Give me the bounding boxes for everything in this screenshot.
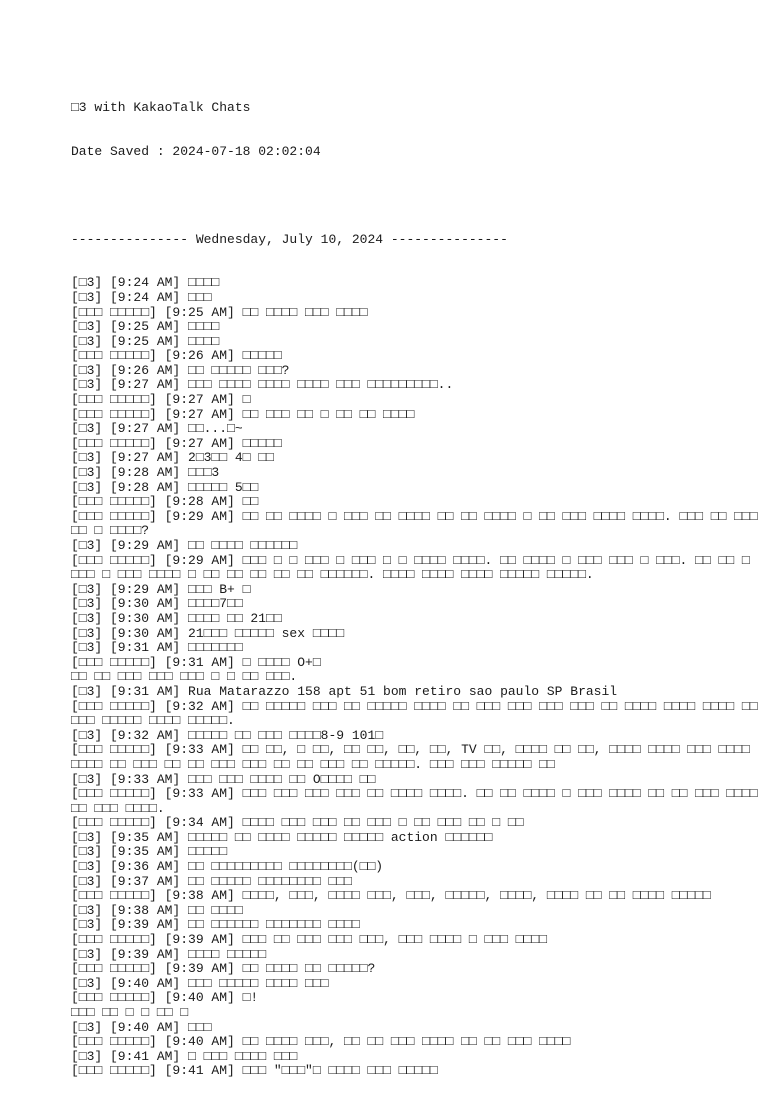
spacer (71, 189, 761, 204)
chat-message: [□□□ □□□□□] [9:29 AM] □□□ □ □ □□□ □ □□□ □ □ □□□□ □□□□. □□ □□□□ □ □□□ □□□ □ □□□. □□ □□ □ □□□ □ □□□ □□□□ □ □□ □□ □□ □□ □□ □□□□□□. □□□□ □□□□ □□□□ □□□□□ □□□□□. (71, 552, 758, 583)
chat-message: [□3] [9:29 AM] □□ □□□□ □□□□□□ (71, 538, 298, 553)
chat-message: [□3] [9:35 AM] □□□□□ □□ □□□□ □□□□□ □□□□□ action □□□□□□ (71, 829, 493, 845)
chat-message: [□□□ □□□□□] [9:31 AM] □ □□□□ O+□ □□ □□ □□□ □□□ □□□ □ □ □□ □□□. (71, 654, 321, 685)
chat-message: [□3] [9:28 AM] □□□□□ 5□□ (71, 479, 259, 495)
chat-message: [□□□ □□□□□] [9:25 AM] □□ □□□□ □□□ □□□□ (71, 304, 368, 320)
chat-message: [□3] [9:38 AM] □□ □□□□ (71, 902, 243, 918)
chat-message: [□□□ □□□□□] [9:27 AM] □□ □□□ □□ □ □□ □□ □□□□ (71, 406, 415, 422)
chat-message: [□3] [9:35 AM] □□□□□ (71, 844, 228, 860)
chat-message: [□□□ □□□□□] [9:33 AM] □□ □□, □ □□, □□ □□, □□, □□, TV □□, □□□□ □□ □□, □□□□ □□□□ □□□ □□□□ □□□□ □□ □□□ □□ □□ □□□ □□□ □□ □□ □□□ □□ □□□□□. □□□ □□□ □□□□□ □□ (71, 742, 758, 772)
chat-message: [□3] [9:30 AM] □□□□ □□ 21□□ (71, 610, 282, 626)
chat-message: [□3] [9:29 AM] □□□ B+ □ (71, 581, 251, 597)
chat-message: [□3] [9:27 AM] □□...□~ (71, 421, 243, 437)
chat-export-document (71, 72, 766, 1094)
chat-message: [□□□ □□□□□] [9:34 AM] □□□□ □□□ □□□ □□ □□□ □ □□ □□□ □□ □ □□ (71, 815, 524, 831)
chat-message: [□3] [9:26 AM] □□ □□□□□ □□□? (71, 362, 290, 378)
date-divider: --------------- Wednesday, July 10, 2024 --------------- (71, 231, 508, 247)
chat-message: [□3] [9:24 AM] □□□ (71, 289, 212, 305)
chat-message: [□3] [9:39 AM] □□ □□□□□□ □□□□□□□ □□□□ (71, 917, 360, 933)
chat-message: [□3] [9:27 AM] □□□ □□□□ □□□□ □□□□ □□□ □□□□□□□□□.. (71, 377, 454, 393)
chat-message: [□3] [9:40 AM] □□□ □□□□□ □□□□ □□□ (71, 975, 329, 991)
chat-message: [□□□ □□□□□] [9:33 AM] □□□ □□□ □□□ □□□ □□ □□□□ □□□□. □□ □□ □□□□ □ □□□ □□□□ □□ □□ □□□ □□□□ □□ □□□ □□□□. (71, 786, 766, 816)
chat-message: [□3] [9:24 AM] □□□□ (71, 275, 220, 291)
chat-message: [□□□ □□□□□] [9:32 AM] □□ □□□□□ □□□ □□ □□□□□ □□□□ □□ □□□ □□□ □□□ □□□ □□ □□□□ □□□□ □□□□ □□□□□ □□□□□ □□□□ □□□□□. (71, 698, 758, 729)
chat-message: [□□□ □□□□□] [9:26 AM] □□□□□ (71, 348, 282, 364)
date-saved: Date Saved : 2024-07-18 02:02:04 (71, 143, 321, 159)
chat-message: [□3] [9:37 AM] □□ □□□□□ □□□□□□□□ □□□ (71, 873, 352, 889)
chat-message: [□□□ □□□□□] [9:27 AM] □□□□□ (71, 435, 282, 451)
chat-message: [□3] [9:28 AM] □□□3 (71, 465, 220, 481)
chat-message: [□3] [9:30 AM] □□□□7□□ (71, 596, 243, 612)
chat-message: [□3] [9:40 AM] □□□ (71, 1019, 212, 1035)
chat-message: [□□□ □□□□□] [9:41 AM] □□□ "□□□"□ □□□□ □□□ □□□□□ (71, 1063, 438, 1079)
chat-message: [□□□ □□□□□] [9:40 AM] □□ □□□□ □□□, □□ □□ □□□ □□□□ □□ □□ □□□ □□□□ (71, 1034, 571, 1050)
chat-message: [□3] [9:25 AM] □□□□ (71, 319, 220, 335)
chat-message: [□□□ □□□□□] [9:39 AM] □□ □□□□ □□ □□□□□? (71, 961, 376, 977)
chat-message: [□3] [9:30 AM] 21□□□ □□□□□ sex □□□□ (71, 625, 345, 641)
chat-message: [□3] [9:36 AM] □□ □□□□□□□□□ □□□□□□□□(□□) (71, 859, 384, 875)
chat-message: [□3] [9:41 AM] □ □□□ □□□□ □□□ (71, 1048, 298, 1064)
chat-message: [□□□ □□□□□] [9:38 AM] □□□□, □□□, □□□□ □□□, □□□, □□□□□, □□□□, □□□□ □□ □□ □□□□ □□□□□ (71, 888, 711, 904)
chat-message: [□3] [9:31 AM] Rua Matarazzo 158 apt 51 bom retiro sao paulo SP Brasil (71, 683, 618, 699)
chat-message: [□3] [9:33 AM] □□□ □□□ □□□□ □□ O□□□□ □□ (71, 771, 376, 787)
chat-message: [□□□ □□□□□] [9:29 AM] □□ □□ □□□□ □ □□□ □□ □□□□ □□ □□ □□□□ □ □□ □□□ □□□□ □□□□. □□□ □□ □□□ □□ □ □□□□? (71, 508, 766, 539)
message-list (71, 275, 766, 1079)
chat-message: [□□□ □□□□□] [9:40 AM] □! □□□ □□ □ □ □□ □ (71, 990, 259, 1020)
chat-message: [□□□ □□□□□] [9:28 AM] □□ (71, 494, 259, 510)
document-title: □3 with KakaoTalk Chats (71, 100, 251, 116)
chat-message: [□3] [9:27 AM] 2□3□□ 4□ □□ (71, 450, 274, 466)
chat-message: [□□□ □□□□□] [9:39 AM] □□□ □□ □□□ □□□ □□□, □□□ □□□□ □ □□□ □□□□ (71, 932, 547, 948)
chat-message: [□□□ □□□□□] [9:27 AM] □ (71, 392, 251, 408)
chat-message: [□3] [9:32 AM] □□□□□ □□ □□□ □□□□8-9 101□ (71, 727, 384, 743)
chat-message: [□3] [9:25 AM] □□□□ (71, 333, 220, 349)
chat-message: [□3] [9:31 AM] □□□□□□□ (71, 640, 243, 656)
chat-message: [□3] [9:39 AM] □□□□ □□□□□ (71, 946, 267, 962)
